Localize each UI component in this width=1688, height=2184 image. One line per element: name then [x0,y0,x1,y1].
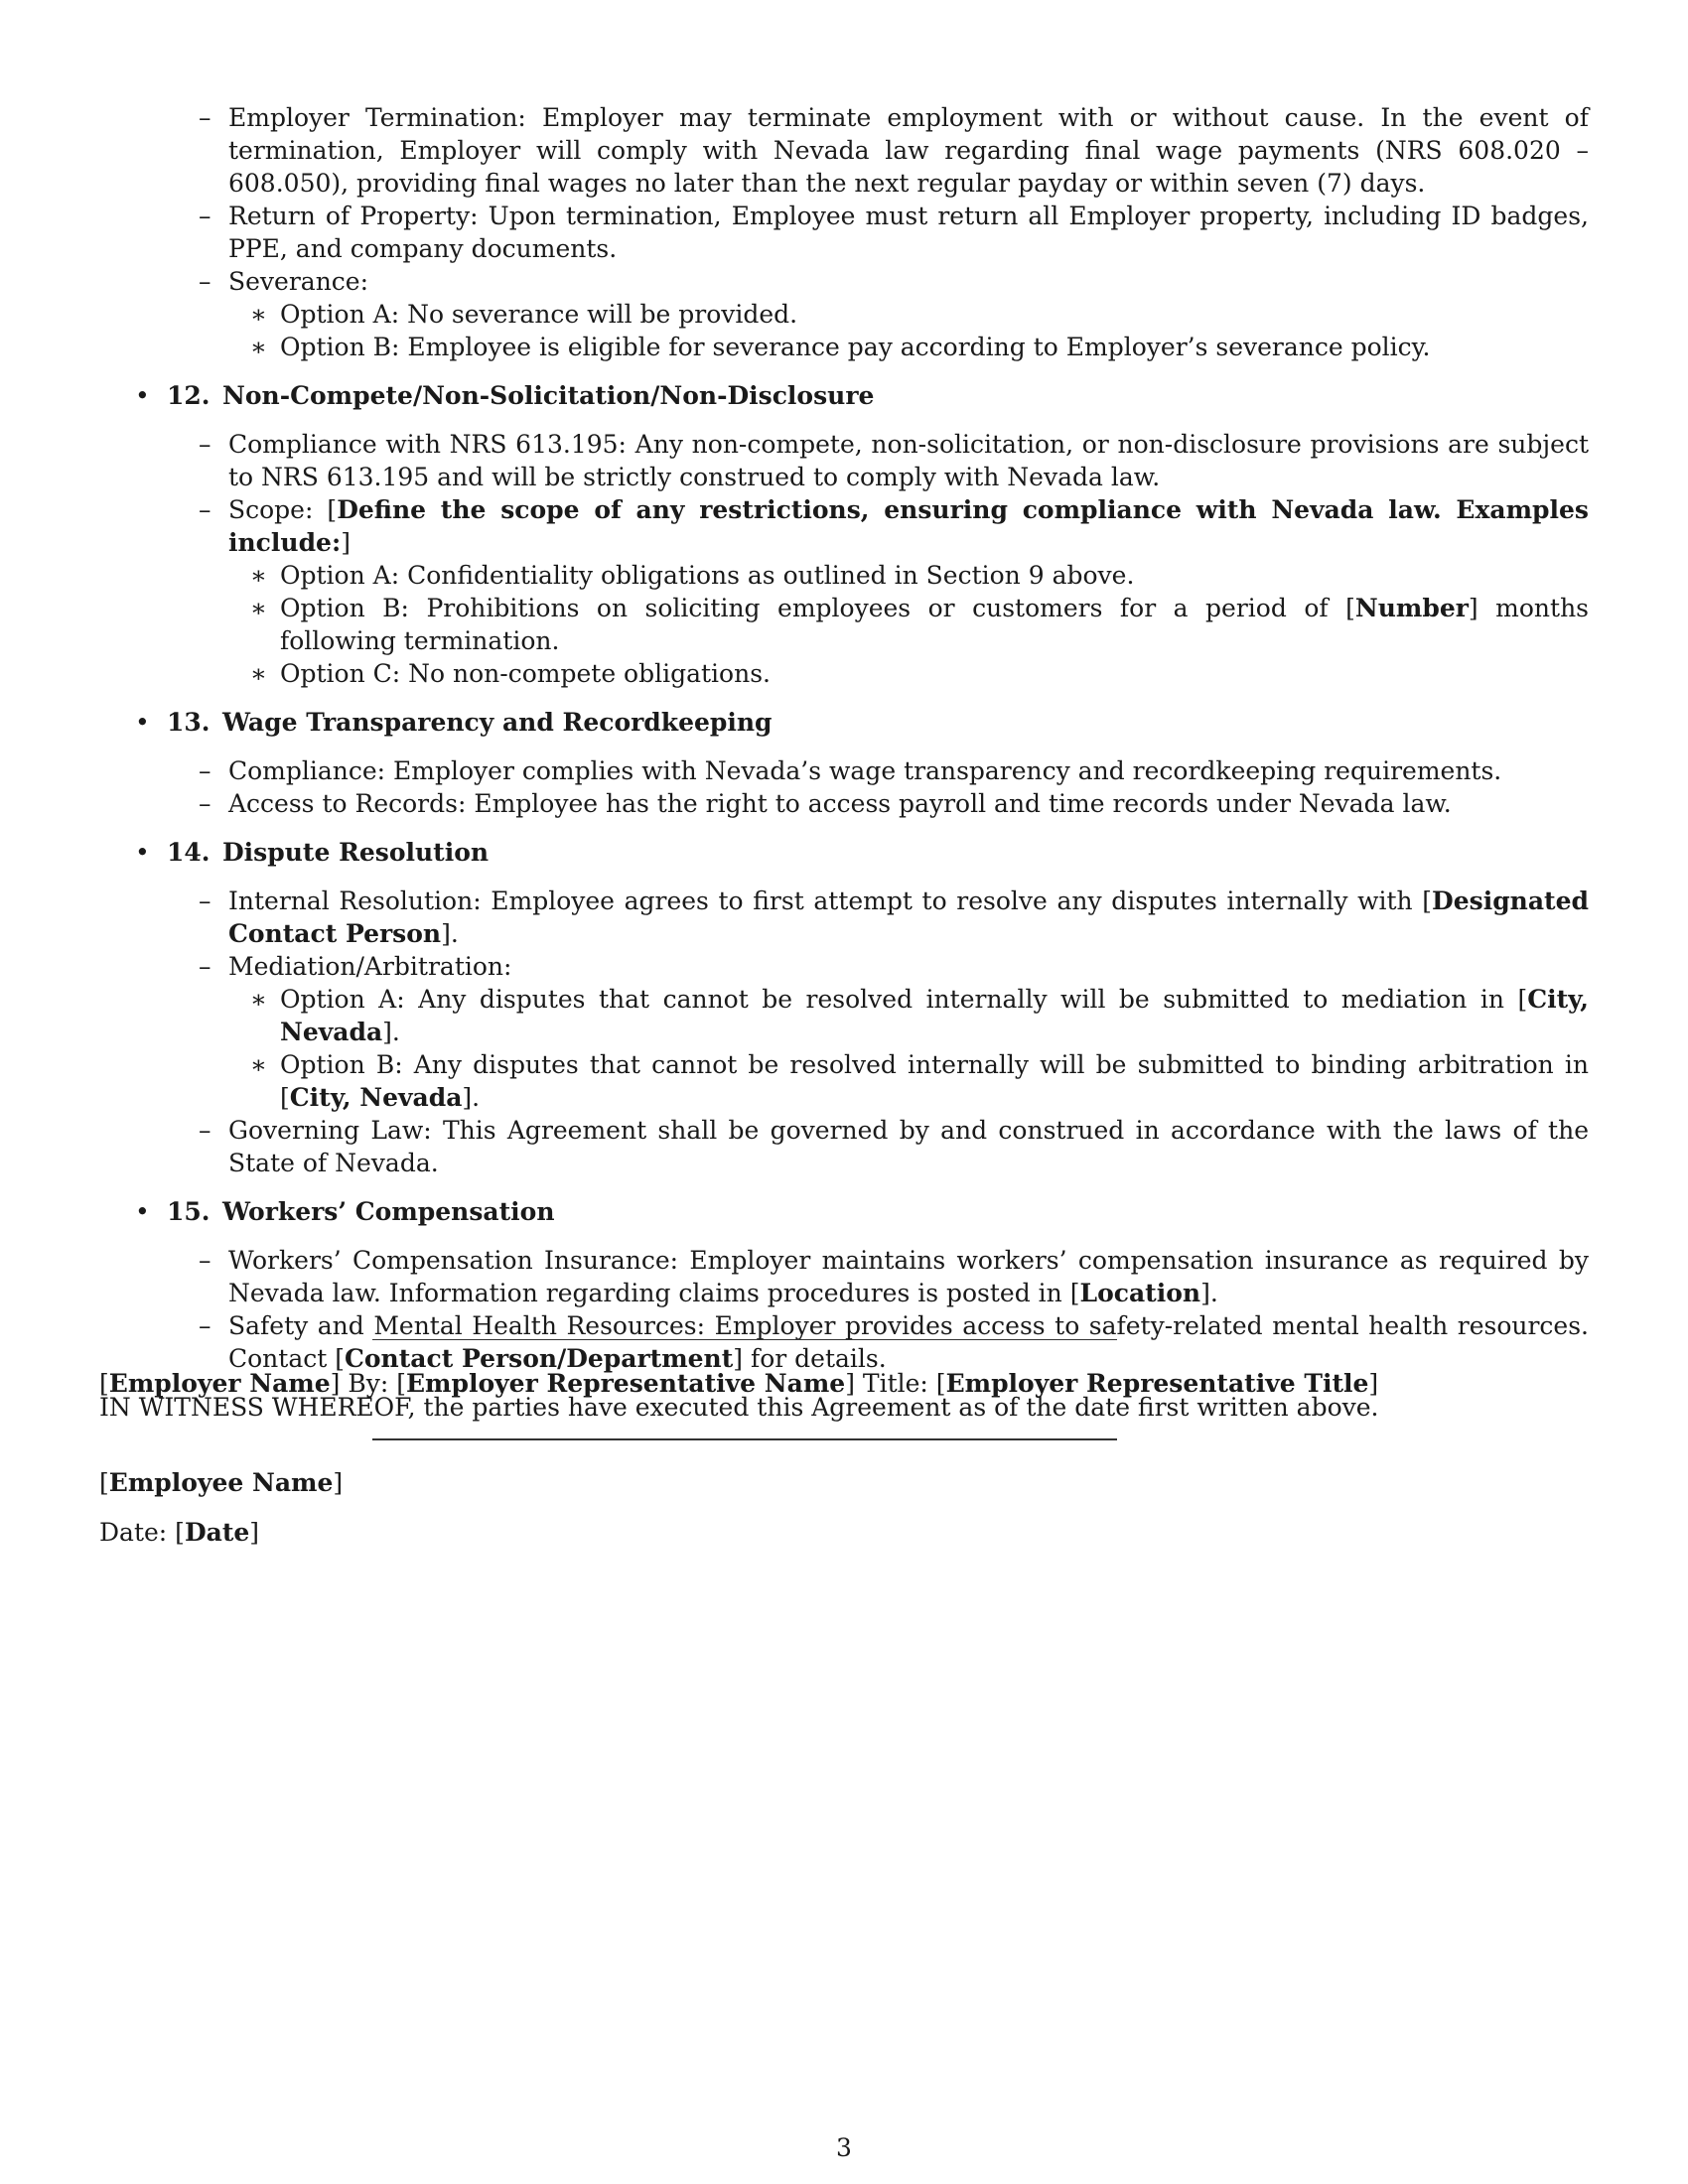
item-lead: Employer Termination: [228,103,526,132]
item-text: Upon termination, Employee must return all Employer property, including ID badges, PPE, and company documents. [228,202,1589,263]
section-title: Non-Compete/Non-Solicitation/Non-Disclosure [222,381,875,410]
mediation-option-a [99,983,1589,1048]
option-text: ] months following termination. [280,594,1589,655]
item-text: ]. [441,919,459,948]
city-placeholder: City, Nevada [280,985,1589,1046]
item-text: ] for details. [733,1344,887,1373]
item-text: Internal Resolution: Employee agrees to first attempt to resolve any disputes internally with [ [228,887,1433,915]
nrs-compliance-item: – Compliance with NRS 613.195: Any non-compete, non-solicitation, or non-disclosure provisions are subject to NRS 613.195 and will be strictly construed to comply with Nevada law. [99,428,1589,493]
city-placeholder: City, Nevada [289,1083,463,1112]
scope-placeholder: Define the scope of any restrictions, ensuring compliance with Nevada law. Examples include: [228,495,1590,557]
employer-signature-line [372,1339,1117,1340]
witness-statement: IN WITNESS WHEREOF, the parties have executed this Agreement as of the date first written above. [99,1393,1379,1422]
number-placeholder: Number [1354,594,1469,622]
option-text: Option B: Prohibitions on soliciting employees or customers for a period of [ [280,594,1355,622]
employer-name-placeholder: Employer Name [108,1369,331,1398]
date-line: Date: [Date] [99,1518,260,1547]
section-11-items [99,101,1589,363]
section-14-items [99,885,1589,1179]
arbitration-option-b [99,1048,1589,1114]
document-body [99,101,1589,1424]
by-label: By: [340,1369,397,1398]
contact-department-placeholder: Contact Person/Department [344,1344,734,1373]
rep-name-placeholder: Employer Representative Name [406,1369,846,1398]
section-12-items [99,428,1589,690]
section-title: Workers’ Compensation [222,1197,555,1226]
scope-lead: Scope: [ [228,495,338,524]
employer-signature-block: [Employer Name] By: [Employer Representative Name] Title: [Employer Representative Title] [99,1369,1379,1398]
item-text: Workers’ Compensation Insurance: Employer maintains workers’ compensation insurance as required by Nevada law. Information regarding claims procedures is posted in [ [228,1246,1589,1307]
item-lead: Severance: [228,267,369,296]
section-number: 14. [167,838,211,867]
location-placeholder: Location [1079,1279,1201,1307]
scope-tail: ] [341,528,351,557]
option-text: ]. [462,1083,481,1112]
option-text: ]. [382,1018,400,1046]
severance-item [99,265,1589,298]
item-lead: Return of Property: [228,202,479,230]
workers-comp-insurance-item [99,1244,1589,1309]
contact-placeholder: Designated Contact Person [228,887,1589,948]
option-text: Option B: Any disputes that cannot be resolved internally will be submitted to binding arbitration in [ [280,1050,1589,1112]
option-text: Option A: Any disputes that cannot be resolved internally will be submitted to mediation in [ [280,985,1528,1014]
date-placeholder: Date [184,1518,250,1547]
employee-signature-line [372,1438,1117,1440]
item-text: Safety and Mental Health Resources: Employer provides access to safety-related mental health resources. Contact [ [228,1311,1589,1373]
employer-termination-item [99,101,1589,200]
section-number: 12. [167,381,211,410]
internal-resolution-item [99,885,1589,950]
mediation-arbitration-item: – Mediation/Arbitration: [99,950,1589,983]
section-title: Wage Transparency and Recordkeeping [222,708,773,737]
section-title: Dispute Resolution [222,838,490,867]
date-label: Date: [99,1518,176,1547]
governing-law-item: – Governing Law: This Agreement shall be governed by and construed in accordance with the laws of the State of Nevada. [99,1114,1589,1179]
severance-option-b: ∗ Option B: Employee is eligible for severance pay according to Employer’s severance policy. [99,331,1589,363]
item-text: ]. [1200,1279,1218,1307]
item-text: Employer may terminate employment with or without cause. In the event of termination, Employer will comply with Nevada law regarding final wage payments (NRS 608.020 – 608.050), providing final wages no later than the next regular payday or within seven (7) days. [228,103,1589,198]
section-number: 13. [167,708,211,737]
section-number: 15. [167,1197,211,1226]
scope-item [99,493,1589,559]
section-14-heading [99,836,1589,869]
section-15-items [99,1244,1589,1375]
access-to-records-item: – Access to Records: Employee has the right to access payroll and time records under Nevada law. [99,787,1589,820]
scope-option-a: ∗ Option A: Confidentiality obligations as outlined in Section 9 above. [99,559,1589,592]
rep-title-placeholder: Employer Representative Title [945,1369,1369,1398]
scope-option-b [99,592,1589,657]
wage-compliance-item: – Compliance: Employer complies with Nevada’s wage transparency and recordkeeping requirements. [99,754,1589,787]
employee-name-placeholder: Employee Name [108,1468,334,1497]
scope-option-c: ∗ Option C: No non-compete obligations. [99,657,1589,690]
severance-option-a: ∗ Option A: No severance will be provided. [99,298,1589,331]
section-15-heading [99,1195,1589,1228]
page-number: 3 [836,2133,852,2162]
section-12-heading [99,379,1589,412]
safety-resources-item [99,1309,1589,1375]
section-13-items [99,754,1589,820]
title-label: Title: [854,1369,936,1398]
return-of-property-item [99,200,1589,265]
employee-signature-block: [Employee Name] [99,1468,344,1497]
section-13-heading [99,706,1589,739]
